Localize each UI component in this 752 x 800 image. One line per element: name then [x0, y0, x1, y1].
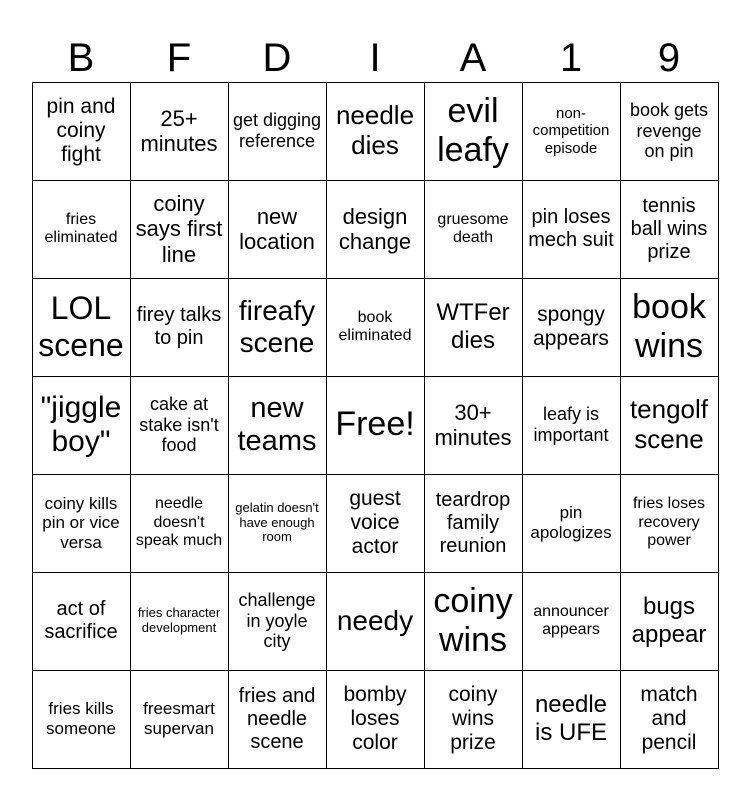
bingo-cell[interactable] [620, 180, 719, 279]
bingo-cell-text: tennis ball wins prize [630, 194, 708, 263]
bingo-cell[interactable] [326, 572, 425, 671]
bingo-cell[interactable] [228, 572, 327, 671]
bingo-cell[interactable] [424, 670, 523, 769]
bingo-cell-text: fries eliminated [44, 210, 118, 246]
bingo-cell-text: design change [338, 203, 412, 254]
bingo-cell[interactable] [424, 180, 523, 279]
bingo-cell[interactable] [32, 278, 131, 377]
bingo-cell-text: non-competition episode [532, 105, 610, 157]
bingo-cell[interactable] [522, 278, 621, 377]
bingo-cell-text: coiny kills pin or vice versa [42, 493, 120, 552]
bingo-cell[interactable] [620, 474, 719, 573]
bingo-cell[interactable] [130, 670, 229, 769]
bingo-cell[interactable] [522, 82, 621, 181]
bingo-cell-text: fries loses recovery power [632, 495, 706, 550]
bingo-cell-text: new location [239, 203, 315, 254]
bingo-cell-text: gelatin doesn't have enough room [235, 499, 319, 545]
bingo-cell-text: fries kills someone [46, 699, 116, 738]
bingo-cell[interactable] [228, 376, 327, 475]
bingo-cell-text: bomby loses color [343, 682, 407, 755]
bingo-cell[interactable] [424, 278, 523, 377]
bingo-cell-text: Free! [335, 405, 415, 444]
bingo-cell-text: coiny says first line [135, 191, 223, 267]
bingo-cell[interactable] [130, 278, 229, 377]
bingo-cell[interactable] [130, 376, 229, 475]
bingo-cell[interactable] [130, 474, 229, 573]
bingo-cell-text: pin and coiny fight [46, 94, 116, 167]
header-letter: A [459, 36, 487, 80]
bingo-cell[interactable] [32, 376, 131, 475]
bingo-cell-text: guest voice actor [349, 486, 401, 559]
bingo-cell-text: evil leafy [437, 91, 509, 169]
bingo-cell-text: teardrop family reunion [435, 488, 511, 557]
bingo-cell-text: cake at stake isn't food [139, 393, 219, 456]
header-letter: 9 [657, 36, 681, 80]
bingo-cell[interactable] [424, 82, 523, 181]
bingo-cell[interactable] [326, 180, 425, 279]
bingo-cell-text: 25+ minutes [140, 105, 218, 156]
bingo-cell-text: fries and needle scene [238, 684, 316, 753]
bingo-cell-text: coiny wins [433, 581, 513, 659]
bingo-cell[interactable] [326, 376, 425, 475]
bingo-cell[interactable] [228, 474, 327, 573]
bingo-cell-text: coiny wins prize [448, 682, 498, 755]
bingo-cell[interactable] [424, 474, 523, 573]
header-letter: F [166, 36, 192, 80]
bingo-cell-text: book gets revenge on pin [629, 99, 709, 162]
bingo-cell[interactable] [326, 278, 425, 377]
bingo-cell-text: firey talks to pin [136, 304, 222, 349]
bingo-cell-text: new teams [237, 391, 317, 457]
bingo-cell[interactable] [620, 82, 719, 181]
bingo-cell[interactable] [130, 572, 229, 671]
bingo-cell-text: fireafy scene [238, 294, 316, 358]
bingo-cell-text: leafy is important [533, 404, 609, 445]
bingo-cell-text: tengolf scene [629, 394, 709, 454]
bingo-cell-text: pin apologizes [530, 503, 612, 542]
bingo-cell[interactable] [228, 82, 327, 181]
bingo-cell-text: needle is UFE [534, 691, 608, 746]
bingo-cell[interactable] [32, 180, 131, 279]
bingo-cell[interactable] [522, 376, 621, 475]
bingo-cell[interactable] [228, 180, 327, 279]
bingo-cell[interactable] [522, 474, 621, 573]
header-letter: D [262, 36, 292, 80]
bingo-cell-text: get digging reference [232, 110, 322, 151]
bingo-cell[interactable] [424, 572, 523, 671]
bingo-cell-text: bugs appear [631, 593, 707, 648]
bingo-cell-text: LOL scene [38, 290, 124, 363]
bingo-cell-text: gruesome death [437, 210, 509, 246]
header-letter: B [67, 36, 95, 80]
bingo-cell-text: act of sacrifice [44, 598, 118, 643]
bingo-cell-text: needle dies [335, 100, 415, 160]
bingo-cell[interactable] [620, 572, 719, 671]
bingo-cell[interactable] [326, 82, 425, 181]
bingo-cell[interactable] [620, 670, 719, 769]
bingo-cell[interactable] [522, 670, 621, 769]
bingo-cell[interactable] [620, 376, 719, 475]
bingo-cell-text: match and pencil [640, 682, 698, 755]
bingo-cell-text: pin loses mech suit [528, 206, 614, 251]
bingo-cell-text: 30+ minutes [434, 399, 512, 450]
bingo-cell-text: fries character development [137, 605, 221, 635]
bingo-cell[interactable] [522, 572, 621, 671]
bingo-cell-text: spongy appears [533, 302, 609, 350]
bingo-cell[interactable] [620, 278, 719, 377]
bingo-cell[interactable] [326, 670, 425, 769]
bingo-cell-text: WTFer dies [436, 299, 510, 354]
bingo-cell[interactable] [32, 474, 131, 573]
bingo-cell[interactable] [228, 670, 327, 769]
header-letter: 1 [559, 36, 583, 80]
bingo-cell[interactable] [32, 82, 131, 181]
bingo-cell-text: book eliminated [338, 308, 412, 344]
bingo-cell-text: needle doesn't speak much [135, 495, 223, 550]
bingo-cell[interactable] [326, 474, 425, 573]
bingo-cell[interactable] [424, 376, 523, 475]
bingo-cell[interactable] [130, 82, 229, 181]
header-letter: I [369, 36, 381, 80]
bingo-cell[interactable] [130, 180, 229, 279]
bingo-cell-text: challenge in yoyle city [238, 589, 316, 652]
bingo-cell[interactable] [228, 278, 327, 377]
bingo-cell-text: announcer appears [533, 602, 609, 638]
bingo-cell-text: needy [336, 604, 414, 636]
bingo-cell-text: freesmart supervan [143, 699, 215, 738]
bingo-cell[interactable] [32, 670, 131, 769]
bingo-cell-text: book wins [632, 287, 706, 365]
bingo-cell[interactable] [32, 572, 131, 671]
bingo-cell[interactable] [522, 180, 621, 279]
bingo-cell-text: "jiggle boy" [40, 390, 122, 458]
